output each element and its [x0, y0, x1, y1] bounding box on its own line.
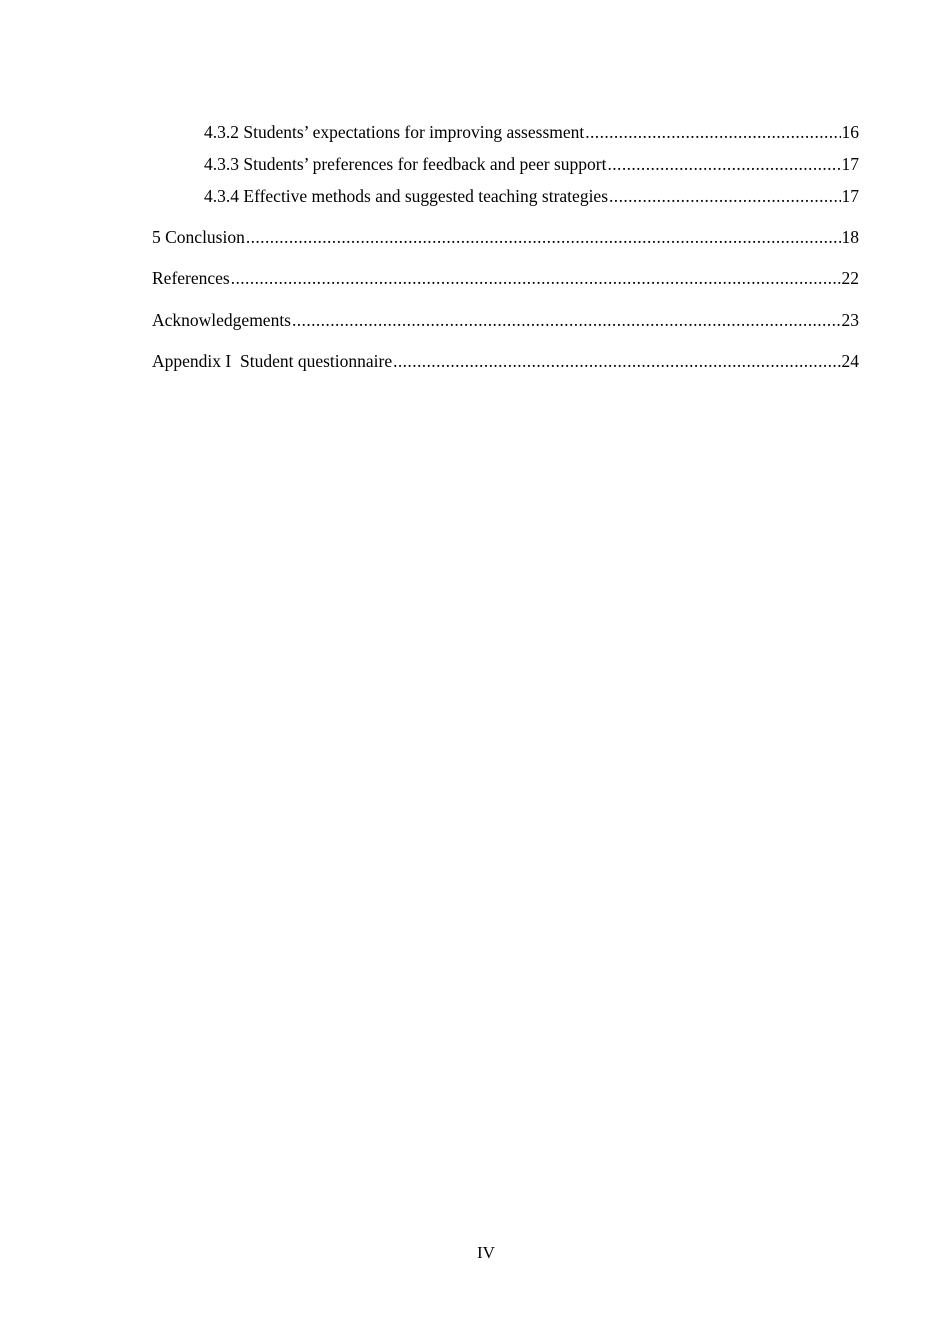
toc-entry-page: 23 — [841, 310, 859, 330]
toc-entry-4-3-3[interactable] — [204, 153, 859, 175]
dot-leader — [609, 185, 840, 207]
page-number: IV — [477, 1243, 495, 1262]
toc-entry-title: 4.3.2 Students’ expectations for improving assessment — [204, 122, 585, 142]
toc-entry-conclusion[interactable] — [152, 226, 859, 248]
dot-leader — [246, 226, 841, 248]
dot-leader — [231, 267, 841, 289]
toc-entry-4-3-4[interactable] — [204, 185, 859, 207]
dot-leader — [292, 309, 841, 331]
toc-entry-title: Acknowledgements — [152, 310, 291, 330]
toc-entry-page: 17 — [841, 186, 859, 206]
toc-entry-title: Appendix I Student questionnaire — [152, 351, 393, 371]
toc-entry-acknowledgements[interactable] — [152, 309, 859, 331]
toc-entry-title: 4.3.4 Effective methods and suggested teaching strategies — [204, 186, 609, 206]
dot-leader — [608, 153, 841, 175]
toc-entry-title: References — [152, 268, 230, 288]
dot-leader — [393, 350, 840, 372]
toc-entry-page: 18 — [841, 227, 859, 247]
toc-entry-page: 16 — [841, 122, 859, 142]
toc-entry-4-3-2[interactable] — [204, 121, 859, 143]
toc-entry-page: 24 — [841, 351, 859, 371]
toc-entry-page: 17 — [841, 154, 859, 174]
toc-entry-title: 4.3.3 Students’ preferences for feedback and peer support — [204, 154, 607, 174]
dot-leader — [585, 121, 840, 143]
toc-entry-title: 5 Conclusion — [152, 227, 245, 247]
toc-entry-appendix-i[interactable] — [152, 350, 859, 372]
toc-entry-references[interactable] — [152, 267, 859, 289]
toc-entry-page: 22 — [841, 268, 859, 288]
